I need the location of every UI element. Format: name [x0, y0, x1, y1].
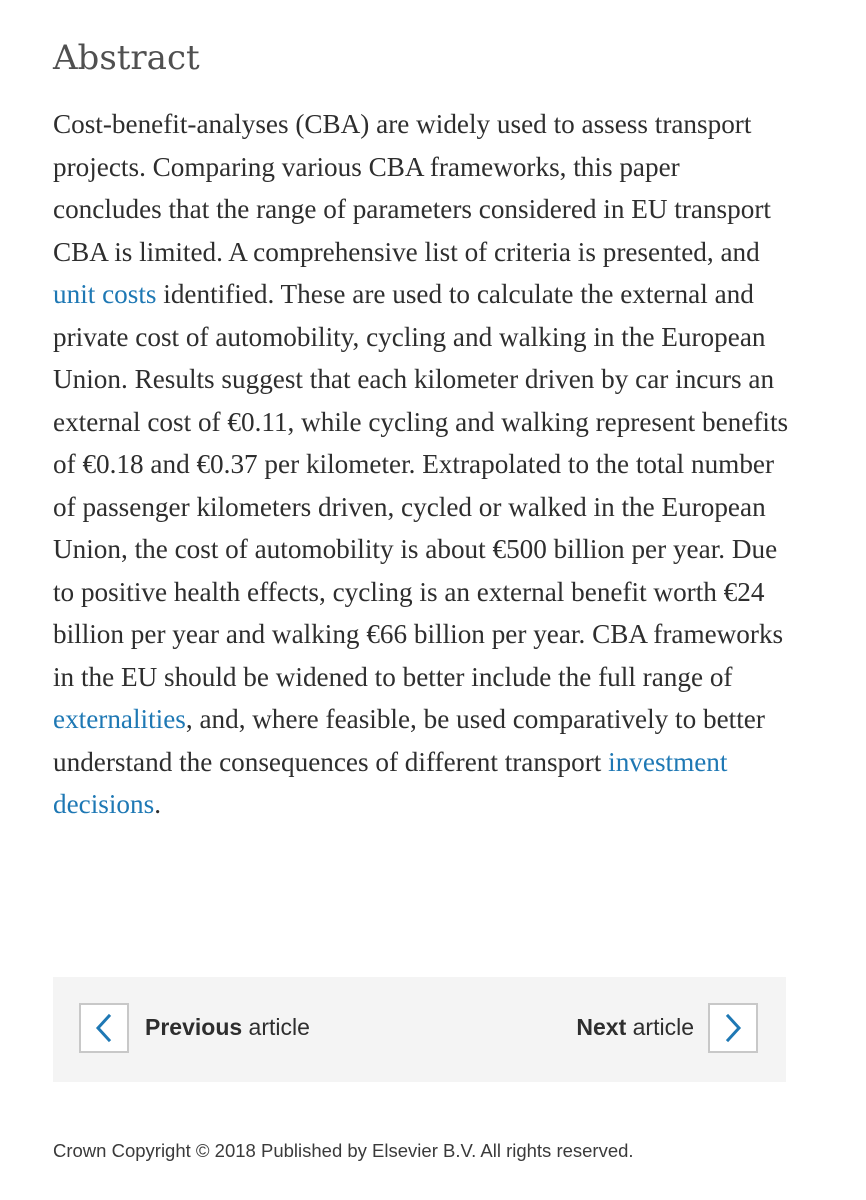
- next-article-button[interactable]: [708, 1003, 758, 1053]
- link-externalities[interactable]: externalities: [53, 704, 186, 734]
- previous-label-rest: article: [242, 1014, 310, 1040]
- abstract-text: [53, 103, 793, 826]
- previous-article-button[interactable]: [79, 1003, 129, 1053]
- chevron-left-icon: [93, 1013, 115, 1043]
- chevron-right-icon: [722, 1013, 744, 1043]
- copyright-notice: Crown Copyright © 2018 Published by Elsevier B.V. All rights reserved.: [53, 1140, 634, 1161]
- abstract-text-segment: , and, where feasible, be used comparatively to better understand the consequences of different transport: [53, 704, 765, 777]
- previous-article-link[interactable]: [145, 1007, 310, 1047]
- previous-label-bold: Previous: [145, 1014, 243, 1040]
- link-unit-costs[interactable]: unit costs: [53, 279, 157, 309]
- abstract-text-segment: Cost-benefit-analyses (CBA) are widely used to assess transport projects. Comparing various CBA frameworks, this paper concludes that the range of parameters considered in EU transport CBA is limited. A comprehensive list of criteria is presented, and: [53, 109, 771, 267]
- next-label-rest: article: [626, 1014, 694, 1040]
- abstract-heading: Abstract: [53, 38, 200, 78]
- abstract-text-segment: .: [154, 789, 161, 819]
- abstract-section: [53, 30, 793, 826]
- article-navigation: [53, 977, 786, 1082]
- next-label-bold: Next: [576, 1014, 627, 1040]
- abstract-text-segment: identified. These are used to calculate the external and private cost of automobility, cycling and walking in the European Union. Results suggest that each kilometer driven by car incurs an external cost of €0.11, while cycling and walking represent benefits of €0.18 and €0.37 per kilometer. Extrapolated to the total number of passenger kilometers driven, cycled or walked in the European Union, the cost of automobility is about €500 billion per year. Due to positive health effects, cycling is an external benefit worth €24 billion per year and walking €66 billion per year. CBA frameworks in the EU should be widened to better include the full range of: [53, 279, 789, 692]
- next-article-link[interactable]: [576, 1007, 694, 1047]
- link-investment-decisions[interactable]: investment decisions: [53, 746, 728, 819]
